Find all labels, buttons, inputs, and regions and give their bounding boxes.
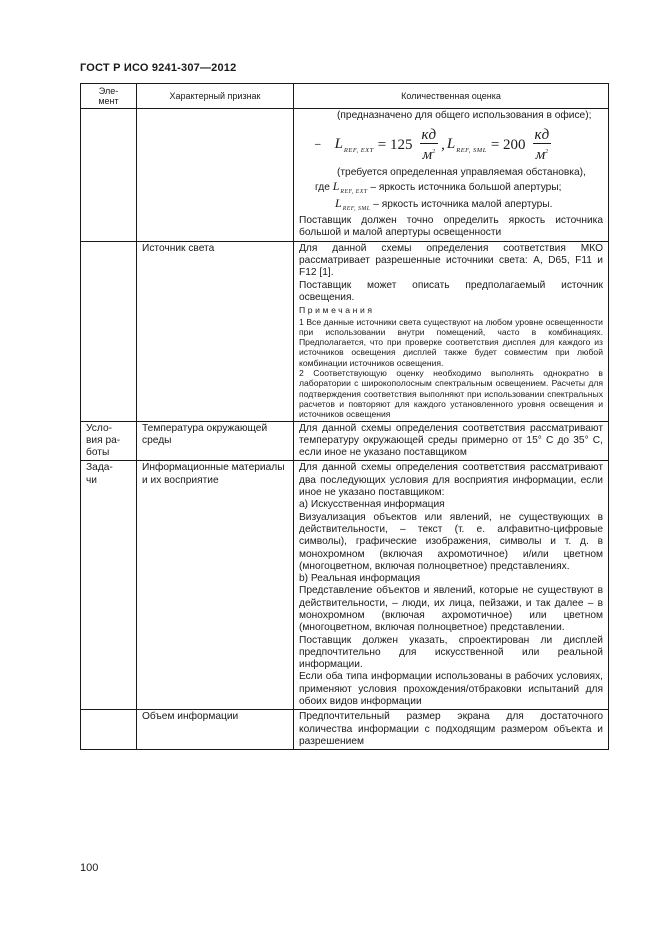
text-paragraph: Предпочтительный размер экрана для достаточного количества информации с подходящим размером объекта и разрешением <box>299 711 603 747</box>
notes-heading: Примечания <box>299 305 375 316</box>
requirements-table <box>80 83 609 750</box>
formula-symbol-ext: L REF, EXT <box>334 135 374 154</box>
text-paragraph: Для данной схемы определения соответствия рассматривают температуру окружающей среды примерно от 15° С до 35° С, если иное не указано поставщиком <box>299 422 603 459</box>
cell-element: Зада- чи <box>81 461 137 710</box>
cell-feature <box>137 109 294 242</box>
table-row <box>81 109 609 242</box>
cell-assessment <box>294 109 609 242</box>
text-paragraph: Если оба типа информации использованы в рабочих условиях, применяют условия прохождения/отбраковки испытаний для обоих видов информации <box>299 671 603 708</box>
text-paragraph: Поставщик может описать предполагаемый источник освещения. <box>299 279 603 303</box>
luminance-formula <box>315 124 603 166</box>
cell-element <box>81 109 137 242</box>
note-1: 1 Все данные источники света существуют на любом уровне освещенности при использовании внутри помещений, часто в комбинациях. Предполагается, что при проверке соответствия дисплея для каждого из источников освещения дисплей также будет совместим при любой комбинации источников освещения. <box>299 316 603 368</box>
cell-assessment <box>294 461 609 710</box>
cell-assessment <box>294 241 609 421</box>
text-paragraph: Поставщик должен указать, спроектирован ли дисплей предпочтительно для искусственной или реальной информации. <box>299 634 603 671</box>
text-paragraph: b) Реальная информация <box>299 573 421 585</box>
cell-assessment <box>294 421 609 461</box>
supplier-note: Поставщик должен точно определить яркость источника большой и малой апертуры освещенности <box>299 215 603 239</box>
document-code: ГОСТ Р ИСО 9241-307—2012 <box>80 62 237 74</box>
note-2: 2 Соответствующую оценку необходимо выполнять однократно в лаборатории с широкополосным спектральным освещением. Расчеты для подтверждения соответствия выполняют при использовании спектральных расчетов и повторяют для каждого установленного уровня освещения и источников освещения <box>299 368 603 420</box>
text-paragraph: Для данной схемы определения соответствия рассматривают два последующих условия для восприятия информации, если иное не указано поставщиком: <box>299 462 603 499</box>
column-header-assessment: Количественная оценка <box>294 84 609 109</box>
formula-value-sml: = 200 <box>490 137 526 154</box>
table-row <box>81 461 609 710</box>
column-header-element: Эле- мент <box>81 84 137 109</box>
text-paragraph: Визуализация объектов или явлений, не существующих в действительности, – текст (т. е. алфавитно-цифровые символы), графические изображения, символы и т. д. в монохромном (включая ахромотичное) и/или цветном (многоцветном, включая полноцветное) представлениях. <box>299 511 603 572</box>
formula-value-ext: = 125 <box>377 137 413 154</box>
table-row <box>81 710 609 750</box>
table-row <box>81 241 609 421</box>
cell-element <box>81 710 137 750</box>
cell-element: Усло- вия ра- боты <box>81 421 137 461</box>
where-ext-line: где $L_{REF, EXT}$ – яркость источника большой апертуры; <box>315 178 562 195</box>
cell-feature: Объем информации <box>137 710 294 750</box>
formula-dash: – <box>315 139 321 151</box>
cell-feature: Температура окружающей среды <box>137 421 294 461</box>
formula-unit-fraction: $\frac{кд}{м^2}$ <box>534 127 550 164</box>
text-line: (требуется определенная управляемая обстановка), <box>337 167 586 179</box>
cell-assessment <box>294 710 609 750</box>
formula-comma: , <box>441 137 445 154</box>
table-header-row <box>81 84 609 109</box>
formula-symbol-sml: L REF, SML <box>446 135 487 154</box>
text-line: (предназначено для общего использования в офисе); <box>337 110 592 121</box>
cell-element <box>81 241 137 421</box>
cell-feature: Информационные материалы и их восприятие <box>137 461 294 710</box>
page-number: 100 <box>80 862 99 874</box>
table-row <box>81 421 609 461</box>
text-paragraph: Представление объектов и явлений, которые не существуют в действительности, – люди, их лица, пейзажи, и так далее – в монохромном (включая ахромотичное) или цветном (многоцветном, включая полноцветное) представлении. <box>299 585 603 634</box>
column-header-feature: Характерный признак <box>137 84 294 109</box>
where-sml-line: $L_{REF, SML}$ – яркость источника малой апертуры. <box>335 195 553 212</box>
text-paragraph: a) Искусственная информация <box>299 499 445 511</box>
cell-feature: Источник света <box>137 241 294 421</box>
text-paragraph: Для данной схемы определения соответствия МКО рассматривает разрешенные источники света: A, D65, F11 и F12 [1]. <box>299 242 603 279</box>
formula-unit-fraction: $\frac{кд}{м^2}$ <box>421 127 437 164</box>
